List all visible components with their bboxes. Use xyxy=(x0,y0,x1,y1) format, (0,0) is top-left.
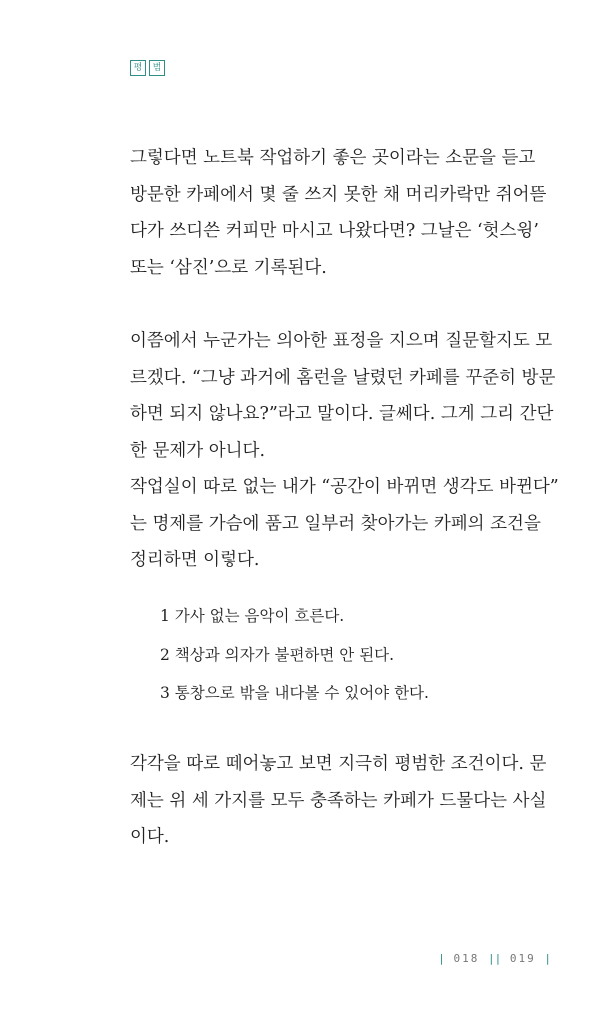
text-line: 한 문제가 아니다. xyxy=(130,440,266,461)
text-line: 하면 되지 않나요?”라고 말이다. 글쎄다. 그게 그리 간단 xyxy=(130,404,554,425)
list-item: 3 통창으로 밖을 내다볼 수 있어야 한다. xyxy=(160,684,429,702)
left-page-number: 018 xyxy=(453,952,480,965)
paragraph xyxy=(130,469,559,579)
text-line: 다가 쓰디쓴 커피만 마시고 나왔다면? 그날은 ‘헛스윙’ xyxy=(130,221,539,242)
condition-list xyxy=(160,597,429,713)
chapter-tag: 평 xyxy=(130,60,146,76)
text-line: 작업실이 따로 없는 내가 “공간이 바뀌면 생각도 바뀐다” xyxy=(130,477,559,497)
chapter-tag: 범 xyxy=(149,60,165,76)
page-separator: || xyxy=(488,952,502,965)
text-line: 이다. xyxy=(130,827,170,848)
text-line: 정리하면 이렇다. xyxy=(130,550,260,571)
paragraph xyxy=(130,323,556,469)
text-line: 그렇다면 노트북 작업하기 좋은 곳이라는 소문을 듣고 xyxy=(130,148,536,168)
chapter-tags xyxy=(130,60,165,76)
text-line: 각각을 따로 떼어놓고 보면 지극히 평범한 조건이다. 문 xyxy=(130,754,547,774)
text-line: 또는 ‘삼진’으로 기록된다. xyxy=(130,257,327,278)
paragraph xyxy=(130,140,550,286)
text-line: 방문한 카페에서 몇 줄 쓰지 못한 채 머리카락만 쥐어뜯 xyxy=(130,184,547,205)
text-line: 제는 위 세 가지를 모두 충족하는 카페가 드물다는 사실 xyxy=(130,790,547,811)
text-line: 이쯤에서 누군가는 의아한 표정을 지으며 질문할지도 모 xyxy=(130,331,553,351)
list-item: 2 책상과 의자가 불편하면 안 된다. xyxy=(160,645,395,664)
paragraph xyxy=(130,746,550,856)
right-page-number: 019 xyxy=(509,952,536,965)
page-separator: | xyxy=(544,952,551,965)
text-line: 는 명제를 가슴에 품고 일부러 찾아가는 카페의 조건을 xyxy=(130,513,541,534)
text-line: 르겠다. “그냥 과거에 홈런을 날렸던 카페를 꾸준히 방문 xyxy=(130,367,556,388)
page-numbers xyxy=(438,952,551,965)
list-item: 1 가사 없는 음악이 흐른다. xyxy=(160,607,345,625)
page-separator: | xyxy=(438,952,445,965)
